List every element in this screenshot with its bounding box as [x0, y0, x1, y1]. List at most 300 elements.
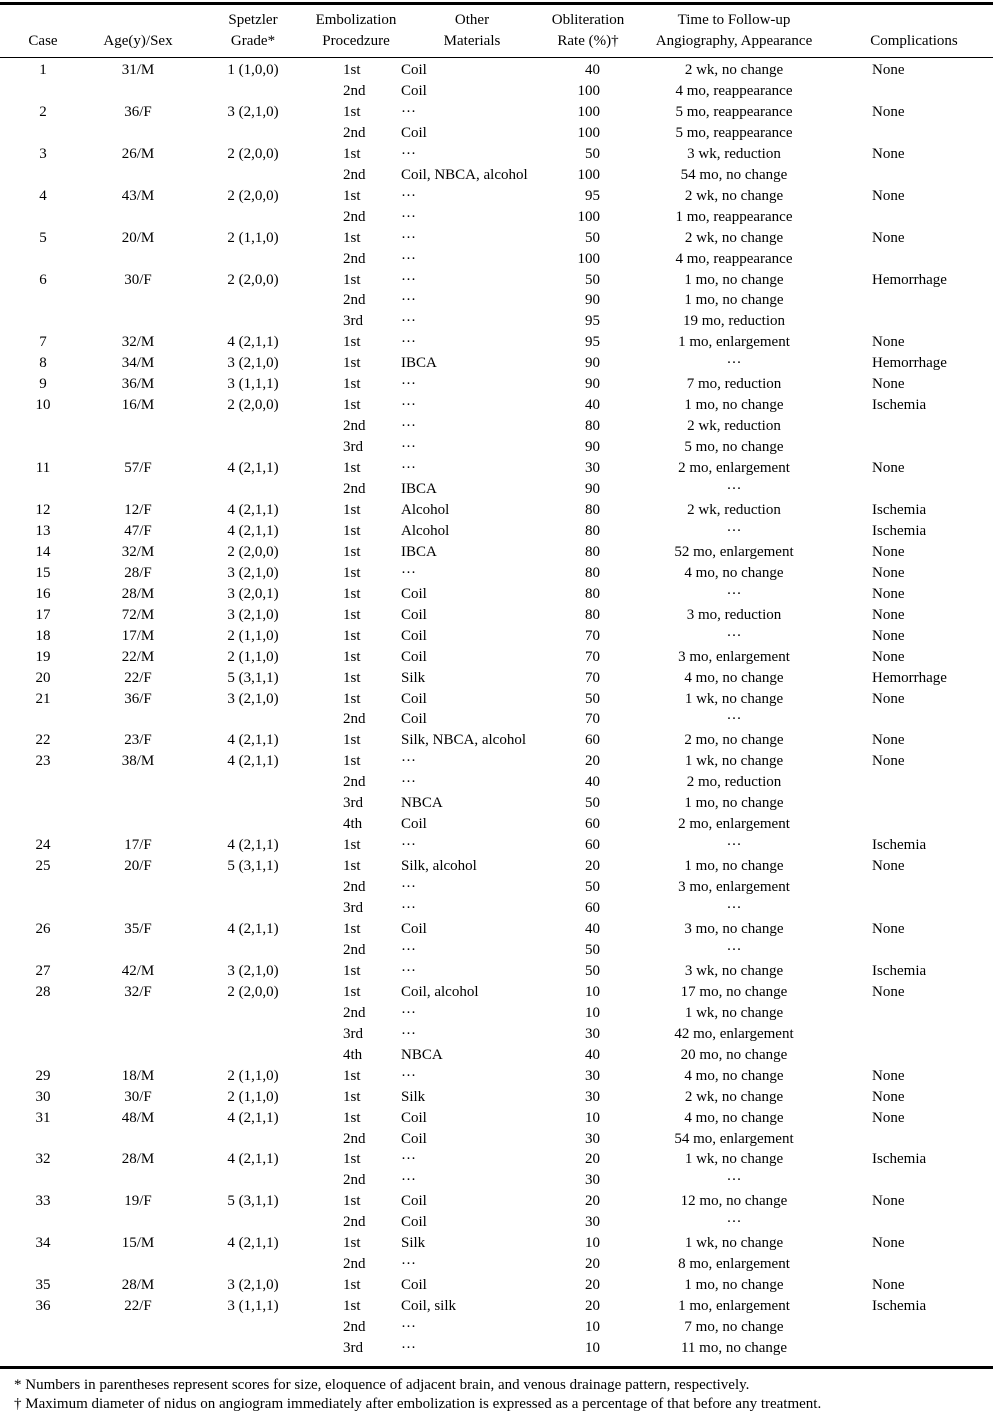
cell-materials: ··· [401, 1172, 416, 1189]
cell-obliteration-rate: 40 [585, 920, 600, 937]
table-row [0, 228, 993, 249]
cell-procedure: 2nd [343, 208, 366, 225]
cell-complications: None [872, 920, 905, 937]
cell-age-sex: 32/M [121, 334, 155, 351]
cell-procedure: 2nd [343, 711, 366, 728]
cell-complications: None [872, 1088, 905, 1105]
cell-materials: Silk, alcohol [401, 858, 477, 875]
cell-complications: None [872, 753, 905, 770]
cell-procedure: 1st [343, 460, 361, 477]
cell-materials: ··· [401, 941, 416, 958]
cell-spetzler-grade: 2 (2,0,0) [227, 145, 279, 162]
cell-procedure: 1st [343, 920, 361, 937]
cell-procedure: 1st [343, 229, 361, 246]
cell-obliteration-rate: 20 [585, 1298, 600, 1314]
cell-procedure: 2nd [343, 941, 366, 958]
cell-obliteration-rate: 70 [585, 648, 600, 665]
cell-procedure: 1st [343, 271, 361, 288]
cell-complications: Ischemia [872, 522, 927, 539]
cell-complications: None [872, 1235, 905, 1252]
cell-obliteration-rate: 40 [585, 397, 600, 414]
table-row [0, 144, 993, 165]
cell-materials: ··· [401, 1004, 416, 1021]
cell-case: 16 [35, 585, 51, 602]
cell-follow-up: 2 wk, reduction [687, 501, 781, 518]
cell-follow-up: ··· [726, 522, 742, 539]
cell-case: 1 [39, 62, 47, 78]
cell-procedure: 1st [343, 690, 361, 707]
header-grade-line-2: Grade* [230, 33, 276, 49]
cell-follow-up: 1 wk, no change [684, 753, 784, 770]
table-row [0, 500, 993, 521]
cell-obliteration-rate: 20 [585, 1256, 600, 1273]
cell-follow-up: 2 wk, no change [684, 1088, 784, 1105]
cell-complications: Hemorrhage [872, 669, 947, 686]
cell-follow-up: 52 mo, enlargement [674, 543, 794, 560]
cell-materials: Coil [401, 690, 427, 707]
cell-obliteration-rate: 50 [585, 962, 600, 979]
cell-follow-up: ··· [726, 585, 742, 602]
cell-spetzler-grade: 2 (2,0,0) [227, 543, 279, 560]
cell-materials: ··· [401, 900, 416, 916]
table-row [0, 270, 993, 291]
cell-case: 11 [35, 460, 51, 477]
cell-follow-up: 1 wk, no change [684, 1151, 784, 1168]
cell-age-sex: 16/M [121, 397, 155, 414]
table-row [0, 1066, 993, 1087]
cell-materials: ··· [401, 1151, 416, 1168]
cell-case: 3 [39, 145, 47, 162]
cell-follow-up: 19 mo, reduction [682, 313, 786, 330]
cell-obliteration-rate: 100 [577, 83, 600, 99]
cell-follow-up: 5 mo, reappearance [675, 103, 793, 120]
table-row [0, 479, 993, 500]
cell-obliteration-rate: 80 [585, 501, 600, 518]
cell-obliteration-rate: 40 [585, 774, 600, 791]
cell-complications: None [872, 460, 905, 477]
cell-follow-up: ··· [726, 1172, 742, 1189]
cell-obliteration-rate: 10 [585, 1319, 600, 1335]
table-row [0, 60, 993, 81]
cell-spetzler-grade: 4 (2,1,1) [227, 522, 279, 539]
cell-obliteration-rate: 100 [577, 166, 600, 183]
cell-materials: Coil [401, 62, 427, 78]
header-embolization-procedure [303, 10, 409, 52]
cell-spetzler-grade: 4 (2,1,1) [227, 1151, 279, 1168]
cell-procedure: 1st [343, 397, 361, 414]
cell-case: 36 [35, 1298, 51, 1314]
cell-materials: Coil [401, 1109, 427, 1126]
cell-materials: ··· [401, 1025, 416, 1042]
cell-obliteration-rate: 80 [585, 564, 600, 581]
cell-case: 15 [35, 564, 51, 581]
cell-obliteration-rate: 40 [585, 62, 600, 78]
cell-case: 29 [35, 1067, 51, 1084]
cell-follow-up: 42 mo, enlargement [674, 1025, 794, 1042]
table-row [0, 437, 993, 458]
cell-complications: None [872, 1277, 905, 1294]
footnote-spetzler: * Numbers in parentheses represent scores for size, eloquence of adjacent brain, and venous drainage pattern, respectively. [14, 1377, 750, 1393]
cell-procedure: 1st [343, 522, 361, 539]
cell-materials: Coil [401, 83, 427, 99]
cell-procedure: 1st [343, 103, 361, 120]
cell-spetzler-grade: 3 (2,1,0) [227, 103, 279, 120]
cell-obliteration-rate: 10 [585, 1109, 600, 1126]
cell-age-sex: 20/F [124, 858, 152, 875]
cell-procedure: 1st [343, 627, 361, 644]
cell-complications: Ischemia [872, 501, 927, 518]
cell-procedure: 2nd [343, 1256, 366, 1273]
cell-procedure: 2nd [343, 166, 366, 183]
table-row [0, 1170, 993, 1191]
cell-obliteration-rate: 10 [585, 1340, 600, 1356]
cell-obliteration-rate: 90 [585, 376, 600, 393]
cell-procedure: 1st [343, 62, 361, 78]
cell-follow-up: 2 mo, enlargement [678, 816, 790, 833]
cell-complications: None [872, 564, 905, 581]
table-row [0, 290, 993, 311]
cell-obliteration-rate: 100 [577, 124, 600, 141]
cell-follow-up: 54 mo, no change [680, 166, 788, 183]
cell-case: 5 [39, 229, 47, 246]
table-row [0, 647, 993, 668]
cell-procedure: 1st [343, 564, 361, 581]
cell-obliteration-rate: 70 [585, 711, 600, 728]
cell-materials: IBCA [401, 543, 437, 560]
cell-obliteration-rate: 95 [585, 313, 600, 330]
cell-follow-up: 12 mo, no change [680, 1193, 788, 1210]
cell-complications: Ischemia [872, 837, 927, 854]
cell-obliteration-rate: 100 [577, 208, 600, 225]
cell-age-sex: 12/F [124, 501, 152, 518]
cell-age-sex: 17/M [121, 627, 155, 644]
header-age-sex [93, 31, 183, 52]
cell-case: 6 [39, 271, 47, 288]
table-row [0, 772, 993, 793]
cell-case: 20 [35, 669, 51, 686]
cell-materials: Coil, silk [401, 1298, 457, 1314]
cell-follow-up: ··· [726, 900, 742, 916]
cell-obliteration-rate: 20 [585, 1277, 600, 1294]
cell-age-sex: 28/F [124, 564, 152, 581]
cell-obliteration-rate: 50 [585, 145, 600, 162]
table-row [0, 1191, 993, 1212]
cell-obliteration-rate: 80 [585, 606, 600, 623]
cell-obliteration-rate: 50 [585, 690, 600, 707]
cell-materials: Coil, alcohol [401, 983, 479, 1000]
cell-procedure: 2nd [343, 1130, 366, 1147]
header-rule [0, 57, 993, 58]
cell-spetzler-grade: 4 (2,1,1) [227, 1235, 279, 1252]
cell-follow-up: 2 mo, reduction [686, 774, 782, 791]
cell-materials: ··· [401, 564, 416, 581]
cell-case: 23 [35, 753, 51, 770]
cell-spetzler-grade: 3 (2,1,0) [227, 564, 279, 581]
cell-procedure: 3rd [343, 439, 363, 456]
cell-complications: None [872, 103, 905, 120]
cell-obliteration-rate: 50 [585, 229, 600, 246]
table-row [0, 186, 993, 207]
cell-procedure: 2nd [343, 1172, 366, 1189]
cell-procedure: 3rd [343, 1025, 363, 1042]
cell-materials: Coil [401, 124, 427, 141]
cell-complications: None [872, 334, 905, 351]
table-row [0, 1254, 993, 1275]
table-row [0, 1212, 993, 1233]
cell-materials: Coil [401, 1193, 427, 1210]
cell-obliteration-rate: 95 [585, 187, 600, 204]
cell-procedure: 1st [343, 669, 361, 686]
cell-materials: ··· [401, 397, 416, 414]
cell-follow-up: ··· [726, 481, 742, 497]
cell-age-sex: 38/M [121, 753, 155, 770]
cell-complications: Ischemia [872, 397, 927, 414]
cell-complications: None [872, 1067, 905, 1084]
table-row [0, 1233, 993, 1254]
cell-spetzler-grade: 2 (2,0,0) [227, 271, 279, 288]
cell-materials: ··· [401, 879, 416, 895]
cell-obliteration-rate: 80 [585, 522, 600, 539]
cell-obliteration-rate: 10 [585, 1004, 600, 1021]
cell-follow-up: 5 mo, reappearance [675, 124, 793, 141]
table-row [0, 605, 993, 626]
footnote-obliteration: † Maximum diameter of nidus on angiogram immediately after embolization is expressed as a percentage of that before any treatment. [14, 1396, 822, 1412]
cell-age-sex: 48/M [121, 1109, 155, 1126]
cell-case: 35 [35, 1277, 51, 1294]
cell-age-sex: 22/M [121, 648, 155, 665]
cell-materials: ··· [401, 439, 416, 456]
cell-procedure: 2nd [343, 1004, 366, 1021]
cell-spetzler-grade: 2 (1,1,0) [227, 1088, 279, 1105]
cell-follow-up: 4 mo, no change [684, 669, 784, 686]
cell-materials: NBCA [401, 1046, 443, 1063]
header-proc-line-1: Embolization [315, 12, 397, 28]
cell-spetzler-grade: 3 (2,1,0) [227, 962, 279, 979]
table-row [0, 961, 993, 982]
cell-obliteration-rate: 90 [585, 439, 600, 456]
cell-age-sex: 19/F [124, 1193, 152, 1210]
table-row [0, 898, 993, 919]
cell-age-sex: 22/F [124, 669, 152, 686]
cell-follow-up: 1 wk, no change [684, 690, 784, 707]
cell-follow-up: 2 mo, no change [684, 732, 784, 749]
cell-case: 32 [35, 1151, 51, 1168]
cell-obliteration-rate: 20 [585, 753, 600, 770]
cell-obliteration-rate: 50 [585, 271, 600, 288]
cell-materials: Coil [401, 1277, 427, 1294]
cell-materials: ··· [401, 753, 416, 770]
cell-materials: IBCA [401, 481, 437, 497]
cell-follow-up: 20 mo, no change [680, 1046, 788, 1063]
table-row [0, 1024, 993, 1045]
cell-procedure: 3rd [343, 313, 363, 330]
cell-age-sex: 30/F [124, 1088, 152, 1105]
cell-materials: ··· [401, 187, 416, 204]
cell-procedure: 1st [343, 1298, 361, 1314]
cell-complications: Ischemia [872, 1298, 927, 1314]
cell-complications: None [872, 858, 905, 875]
cell-obliteration-rate: 50 [585, 879, 600, 895]
cell-case: 33 [35, 1193, 51, 1210]
cell-case: 17 [35, 606, 51, 623]
cell-materials: Alcohol [401, 522, 450, 539]
cell-case: 12 [35, 501, 51, 518]
cell-procedure: 2nd [343, 879, 366, 895]
cell-complications: None [872, 983, 905, 1000]
cell-procedure: 1st [343, 1235, 361, 1252]
cell-follow-up: 1 mo, no change [684, 271, 784, 288]
cell-procedure: 2nd [343, 250, 366, 267]
table-row [0, 563, 993, 584]
cell-spetzler-grade: 3 (1,1,1) [227, 376, 279, 393]
cell-complications: None [872, 187, 905, 204]
cell-follow-up: 1 mo, no change [684, 1277, 784, 1294]
cell-materials: ··· [401, 292, 416, 309]
cell-follow-up: 4 mo, no change [684, 1067, 784, 1084]
cell-complications: None [872, 543, 905, 560]
cell-follow-up: 7 mo, reduction [686, 376, 782, 393]
cell-spetzler-grade: 4 (2,1,1) [227, 753, 279, 770]
cell-obliteration-rate: 20 [585, 858, 600, 875]
cell-age-sex: 22/F [124, 1298, 152, 1314]
table-row [0, 458, 993, 479]
cell-case: 34 [35, 1235, 51, 1252]
table-row [0, 1045, 993, 1066]
cell-age-sex: 32/F [124, 983, 152, 1000]
cell-follow-up: 2 wk, no change [684, 62, 784, 78]
cell-materials: Silk [401, 1235, 426, 1252]
cell-obliteration-rate: 30 [585, 460, 600, 477]
cell-materials: ··· [401, 1256, 416, 1273]
cell-spetzler-grade: 3 (2,1,0) [227, 1277, 279, 1294]
cell-complications: Hemorrhage [872, 271, 947, 288]
cell-materials: ··· [401, 313, 416, 330]
cell-follow-up: 2 mo, enlargement [678, 460, 790, 477]
cell-follow-up: 1 wk, no change [684, 1004, 784, 1021]
header-proc-line-2: Procedzure [322, 33, 390, 49]
cell-follow-up: ··· [726, 711, 742, 728]
cell-follow-up: ··· [726, 837, 742, 854]
cell-procedure: 1st [343, 145, 361, 162]
cell-complications: Hemorrhage [872, 355, 947, 372]
cell-obliteration-rate: 30 [585, 1088, 600, 1105]
cell-case: 18 [35, 627, 51, 644]
table-row [0, 1003, 993, 1024]
cell-materials: ··· [401, 103, 416, 120]
cell-obliteration-rate: 90 [585, 292, 600, 309]
table-row [0, 1108, 993, 1129]
cell-obliteration-rate: 70 [585, 627, 600, 644]
cell-follow-up: 3 wk, no change [684, 962, 784, 979]
cell-age-sex: 34/M [121, 355, 155, 372]
table-row [0, 395, 993, 416]
top-rule [0, 2, 993, 5]
cell-materials: ··· [401, 460, 416, 477]
cell-procedure: 1st [343, 983, 361, 1000]
cell-procedure: 1st [343, 1088, 361, 1105]
table-row [0, 1275, 993, 1296]
cell-materials: ··· [401, 250, 416, 267]
cell-materials: ··· [401, 145, 416, 162]
cell-obliteration-rate: 90 [585, 355, 600, 372]
cell-follow-up: 1 mo, reappearance [675, 208, 793, 225]
cell-age-sex: 26/M [121, 145, 155, 162]
cell-follow-up: ··· [726, 1214, 742, 1231]
cell-case: 24 [35, 837, 51, 854]
cell-obliteration-rate: 40 [585, 1046, 600, 1063]
cell-materials: ··· [401, 1319, 416, 1335]
cell-procedure: 1st [343, 858, 361, 875]
cell-procedure: 2nd [343, 1319, 366, 1335]
cell-case: 21 [35, 690, 51, 707]
cell-complications: None [872, 732, 905, 749]
cell-follow-up: 2 wk, no change [684, 229, 784, 246]
table-row [0, 102, 993, 123]
cell-materials: Silk, NBCA, alcohol [401, 732, 527, 749]
table-row [0, 123, 993, 144]
cell-obliteration-rate: 100 [577, 103, 600, 120]
cell-procedure: 1st [343, 376, 361, 393]
cell-follow-up: 7 mo, no change [684, 1319, 784, 1335]
header-rate-line-1: Obliteration [551, 12, 625, 28]
cell-materials: ··· [401, 229, 416, 246]
cell-materials: ··· [401, 962, 416, 979]
cell-obliteration-rate: 20 [585, 1193, 600, 1210]
cell-obliteration-rate: 60 [585, 816, 600, 833]
cell-case: 2 [39, 103, 47, 120]
cell-materials: Coil [401, 648, 427, 665]
cell-spetzler-grade: 2 (1,1,0) [227, 627, 279, 644]
cell-spetzler-grade: 3 (1,1,1) [227, 1298, 279, 1314]
cell-obliteration-rate: 60 [585, 900, 600, 916]
cell-case: 22 [35, 732, 51, 749]
cell-complications: None [872, 1193, 905, 1210]
cell-follow-up: 4 mo, no change [684, 564, 784, 581]
cell-age-sex: 43/M [121, 187, 155, 204]
header-case-line-1: Case [28, 33, 58, 49]
cell-procedure: 1st [343, 962, 361, 979]
cell-materials: Coil [401, 606, 427, 623]
cell-spetzler-grade: 5 (3,1,1) [227, 858, 279, 875]
header-case [13, 31, 73, 52]
cell-procedure: 1st [343, 648, 361, 665]
cell-materials: ··· [401, 271, 416, 288]
cell-follow-up: ··· [726, 355, 742, 372]
table-row [0, 165, 993, 186]
cell-age-sex: 18/M [121, 1067, 155, 1084]
cell-spetzler-grade: 2 (1,1,0) [227, 1067, 279, 1084]
table-row [0, 521, 993, 542]
header-other-materials [432, 10, 512, 52]
cell-complications: None [872, 1109, 905, 1126]
header-age-line-1: Age(y)/Sex [103, 33, 173, 49]
cell-materials: Coil [401, 920, 427, 937]
cell-complications: None [872, 376, 905, 393]
cell-spetzler-grade: 2 (2,0,0) [227, 983, 279, 1000]
cell-follow-up: 1 mo, no change [684, 858, 784, 875]
cell-age-sex: 28/M [121, 1277, 155, 1294]
cell-case: 4 [39, 187, 47, 204]
table-row [0, 668, 993, 689]
table-row [0, 709, 993, 730]
cell-follow-up: 3 mo, enlargement [678, 879, 790, 895]
cell-materials: NBCA [401, 795, 443, 812]
cell-obliteration-rate: 30 [585, 1067, 600, 1084]
table-row [0, 730, 993, 751]
cell-procedure: 1st [343, 753, 361, 770]
header-mat-line-1: Other [454, 12, 490, 28]
cell-case: 25 [35, 858, 51, 875]
